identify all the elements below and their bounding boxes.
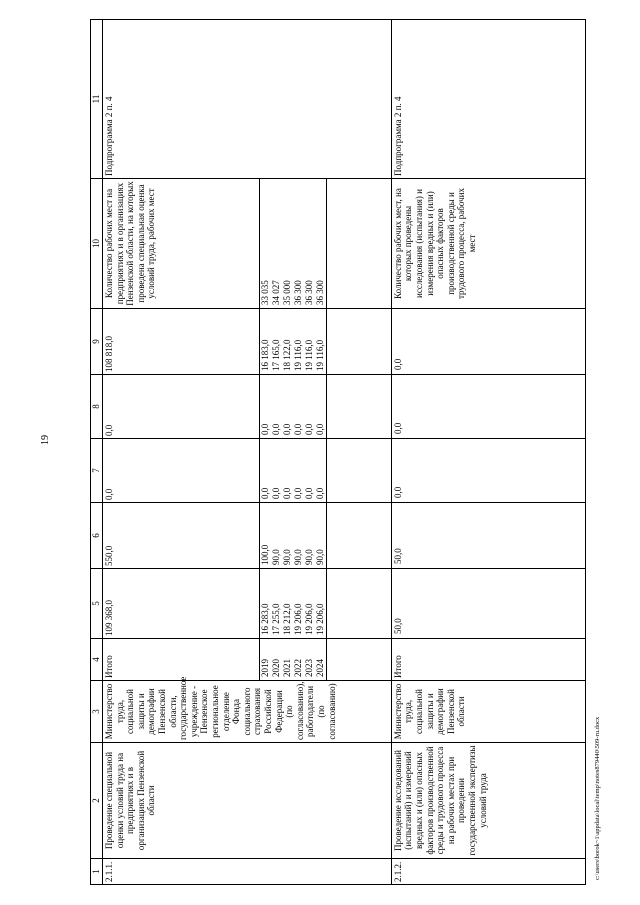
page-number: 19 <box>40 435 51 445</box>
year-value: 17 165,0 <box>271 309 282 375</box>
year-value: 19 116,0 <box>293 309 304 375</box>
other-cell: 0,0 <box>391 309 585 375</box>
year-value: 90,0 <box>304 503 315 569</box>
year-cell: 2023 <box>304 639 315 681</box>
year-value: 0,0 <box>259 439 271 503</box>
year-value: 100,0 <box>259 503 271 569</box>
total-cell: 50,0 <box>391 569 585 639</box>
activity-cell: Проведение исследований (испытаний) и измерений вредных и (или) опасных факторов производственной среды и трудового процесса на рабочих местах при проведении государственной экспертизы условий труда <box>391 743 585 859</box>
indicator-cell: Количество рабочих мест, на которых проведены исследования (испытания) и измерения вредных и (или) опасных факторов производственной среды и трудового процесса, рабочих мест <box>391 179 585 309</box>
period-cell: Итого <box>103 639 260 681</box>
header-cell: 3 <box>91 681 103 743</box>
year-value: 90,0 <box>315 503 327 569</box>
year-value: 19 116,0 <box>304 309 315 375</box>
year-value: 0,0 <box>304 439 315 503</box>
header-cell: 9 <box>91 309 103 375</box>
year-cell: 2022 <box>293 639 304 681</box>
year-value: 0,0 <box>271 375 282 439</box>
year-value: 18 212,0 <box>282 569 293 639</box>
year-value: 0,0 <box>259 375 271 439</box>
rotated-table-sheet <box>90 20 586 885</box>
year-value: 36 300 <box>293 179 304 309</box>
header-cell: 1 <box>91 859 103 885</box>
year-value: 35 000 <box>282 179 293 309</box>
header-cell: 5 <box>91 569 103 639</box>
year-value: 0,0 <box>315 439 327 503</box>
year-value: 19 206,0 <box>304 569 315 639</box>
year-value: 0,0 <box>293 375 304 439</box>
year-value: 0,0 <box>282 439 293 503</box>
executor-cell: Министерство труда, социальной защиты и демографии Пензенской области, государственное учреждение - Пензенское региональное отделение Фонда социального страхования Российской Федерации (по согласованию), работодатели (по согласованию) <box>103 681 392 743</box>
year-cell: 2020 <box>271 639 282 681</box>
program-cell: Подпрограмма 2 п. 4 <box>391 20 585 179</box>
program-activities-table <box>90 19 586 885</box>
year-value: 36 300 <box>304 179 315 309</box>
header-cell: 6 <box>91 503 103 569</box>
header-cell: 2 <box>91 743 103 859</box>
year-value: 18 122,0 <box>282 309 293 375</box>
header-row <box>91 20 103 885</box>
header-cell: 11 <box>91 20 103 179</box>
executor-cell: Министерство труда, социальной защиты и демографии Пензенской области <box>391 681 585 743</box>
activity-cell: Проведение специальной оценки условий труда на предприятиях и в организациях Пензенской области <box>103 743 392 859</box>
year-value: 19 206,0 <box>293 569 304 639</box>
row-number: 2.1.1. <box>103 859 392 885</box>
year-value: 19 206,0 <box>315 569 327 639</box>
year-cell: 2021 <box>282 639 293 681</box>
year-value: 0,0 <box>271 439 282 503</box>
other-cell: 108 818,0 <box>103 309 260 375</box>
file-path-footer: c:\users\borok~1\appdata\local\temp\notes879440\509-ru.docx <box>594 716 601 880</box>
year-value: 17 255,0 <box>271 569 282 639</box>
header-cell: 7 <box>91 439 103 503</box>
year-value: 16 283,0 <box>259 569 271 639</box>
federal-cell: 50,0 <box>391 503 585 569</box>
period-cell: Итого <box>391 639 585 681</box>
local-cell: 0,0 <box>391 375 585 439</box>
header-cell: 10 <box>91 179 103 309</box>
table-row <box>391 20 585 885</box>
year-value: 19 116,0 <box>315 309 327 375</box>
header-cell: 4 <box>91 639 103 681</box>
program-cell: Подпрограмма 2 п. 4 <box>103 20 392 179</box>
federal-cell: 550,0 <box>103 503 260 569</box>
row-number: 2.1.2. <box>391 859 585 885</box>
regional-cell: 0,0 <box>391 439 585 503</box>
year-value: 0,0 <box>304 375 315 439</box>
year-cell: 2024 <box>315 639 327 681</box>
year-value: 90,0 <box>271 503 282 569</box>
regional-cell: 0,0 <box>103 439 260 503</box>
year-value: 36 300 <box>315 179 327 309</box>
year-value: 0,0 <box>293 439 304 503</box>
year-value: 34 027 <box>271 179 282 309</box>
year-cell: 2019 <box>259 639 271 681</box>
local-cell: 0,0 <box>103 375 260 439</box>
table-row <box>103 20 260 885</box>
year-value: 16 183,0 <box>259 309 271 375</box>
indicator-cell: Количество рабочих мест на предприятиях и в организациях Пензенской области, на которых проведена специальная оценка условий труда, рабочих мест <box>103 179 260 309</box>
total-cell: 109 368,0 <box>103 569 260 639</box>
header-cell: 8 <box>91 375 103 439</box>
year-value: 0,0 <box>315 375 327 439</box>
year-value: 33 035 <box>259 179 271 309</box>
year-value: 90,0 <box>293 503 304 569</box>
year-value: 0,0 <box>282 375 293 439</box>
year-value: 90,0 <box>282 503 293 569</box>
